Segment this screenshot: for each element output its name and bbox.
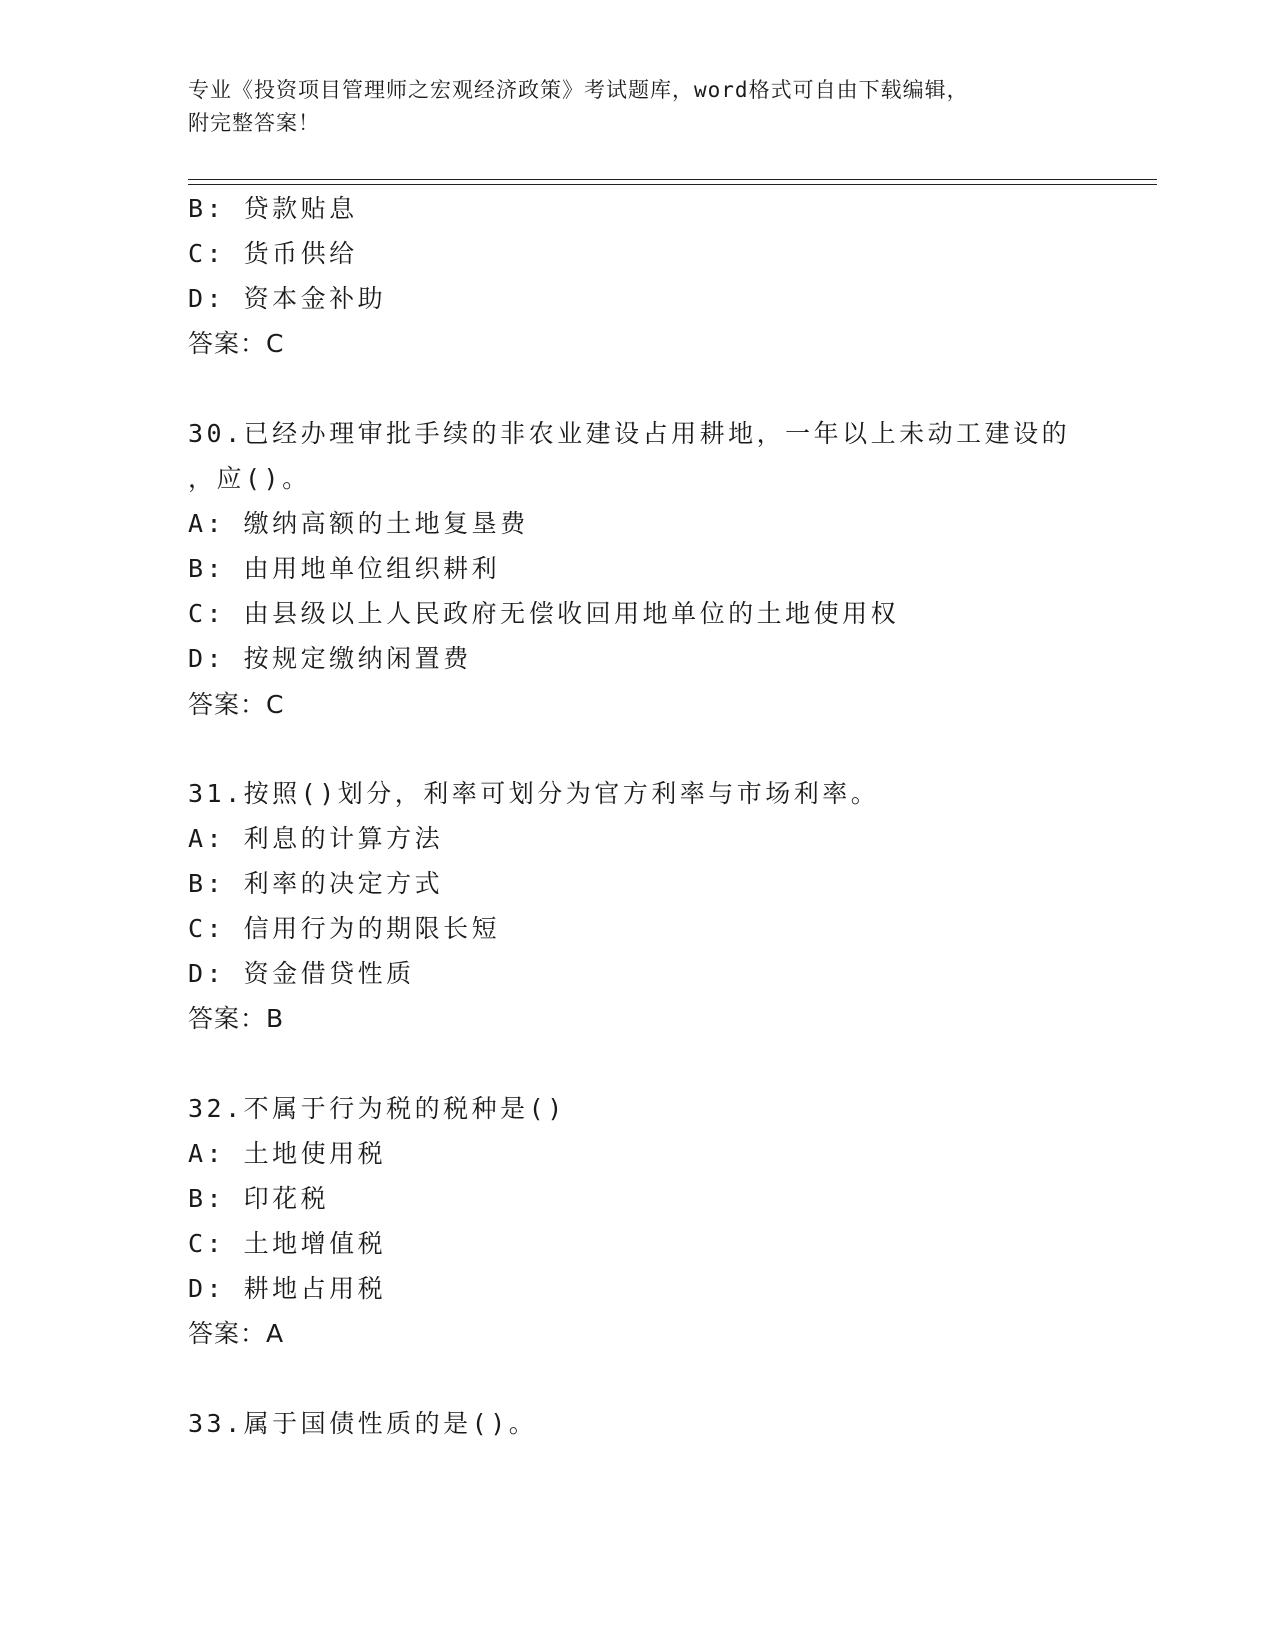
q30-stem-line-2: ，应()。 xyxy=(188,464,311,493)
q32-answer: 答案：A xyxy=(188,1319,285,1348)
q30-option-b: B: 由用地单位组织耕利 xyxy=(188,554,501,583)
q33-stem: 33.属于国债性质的是()。 xyxy=(188,1409,538,1438)
q30-option-a: A: 缴纳高额的土地复垦费 xyxy=(188,509,529,538)
q31-option-c: C: 信用行为的期限长短 xyxy=(188,914,501,943)
document-header xyxy=(188,74,1108,140)
q32-stem: 32.不属于行为税的税种是() xyxy=(188,1094,566,1123)
q31-answer: 答案：B xyxy=(188,1004,285,1033)
q32-option-d: D: 耕地占用税 xyxy=(188,1274,387,1303)
header-line-1: 专业《投资项目管理师之宏观经济政策》考试题库，word格式可自由下载编辑， xyxy=(188,78,969,102)
header-line-2: 附完整答案！ xyxy=(188,111,320,135)
q29-option-d: D: 资本金补助 xyxy=(188,284,387,313)
q31-stem: 31.按照()划分，利率可划分为官方利率与市场利率。 xyxy=(188,779,880,808)
q30-stem-line-1: 30.已经办理审批手续的非农业建设占用耕地，一年以上未动工建设的 xyxy=(188,419,1071,448)
q30-option-d: D: 按规定缴纳闲置费 xyxy=(188,644,472,673)
q31-option-a: A: 利息的计算方法 xyxy=(188,824,444,853)
q30-answer: 答案：C xyxy=(188,690,285,719)
q31-option-d: D: 资金借贷性质 xyxy=(188,959,415,988)
q32-option-b: B: 印花税 xyxy=(188,1184,330,1213)
q29-answer: 答案：C xyxy=(188,329,285,358)
q29-option-c: C: 货币供给 xyxy=(188,239,358,268)
q31-option-b: B: 利率的决定方式 xyxy=(188,869,444,898)
q29-option-b: B: 贷款贴息 xyxy=(188,194,358,223)
q30-option-c: C: 由县级以上人民政府无偿收回用地单位的土地使用权 xyxy=(188,599,900,628)
q32-option-a: A: 土地使用税 xyxy=(188,1139,387,1168)
header-divider-top xyxy=(188,179,1157,180)
header-divider-bottom xyxy=(188,184,1157,185)
q32-option-c: C: 土地增值税 xyxy=(188,1229,387,1258)
